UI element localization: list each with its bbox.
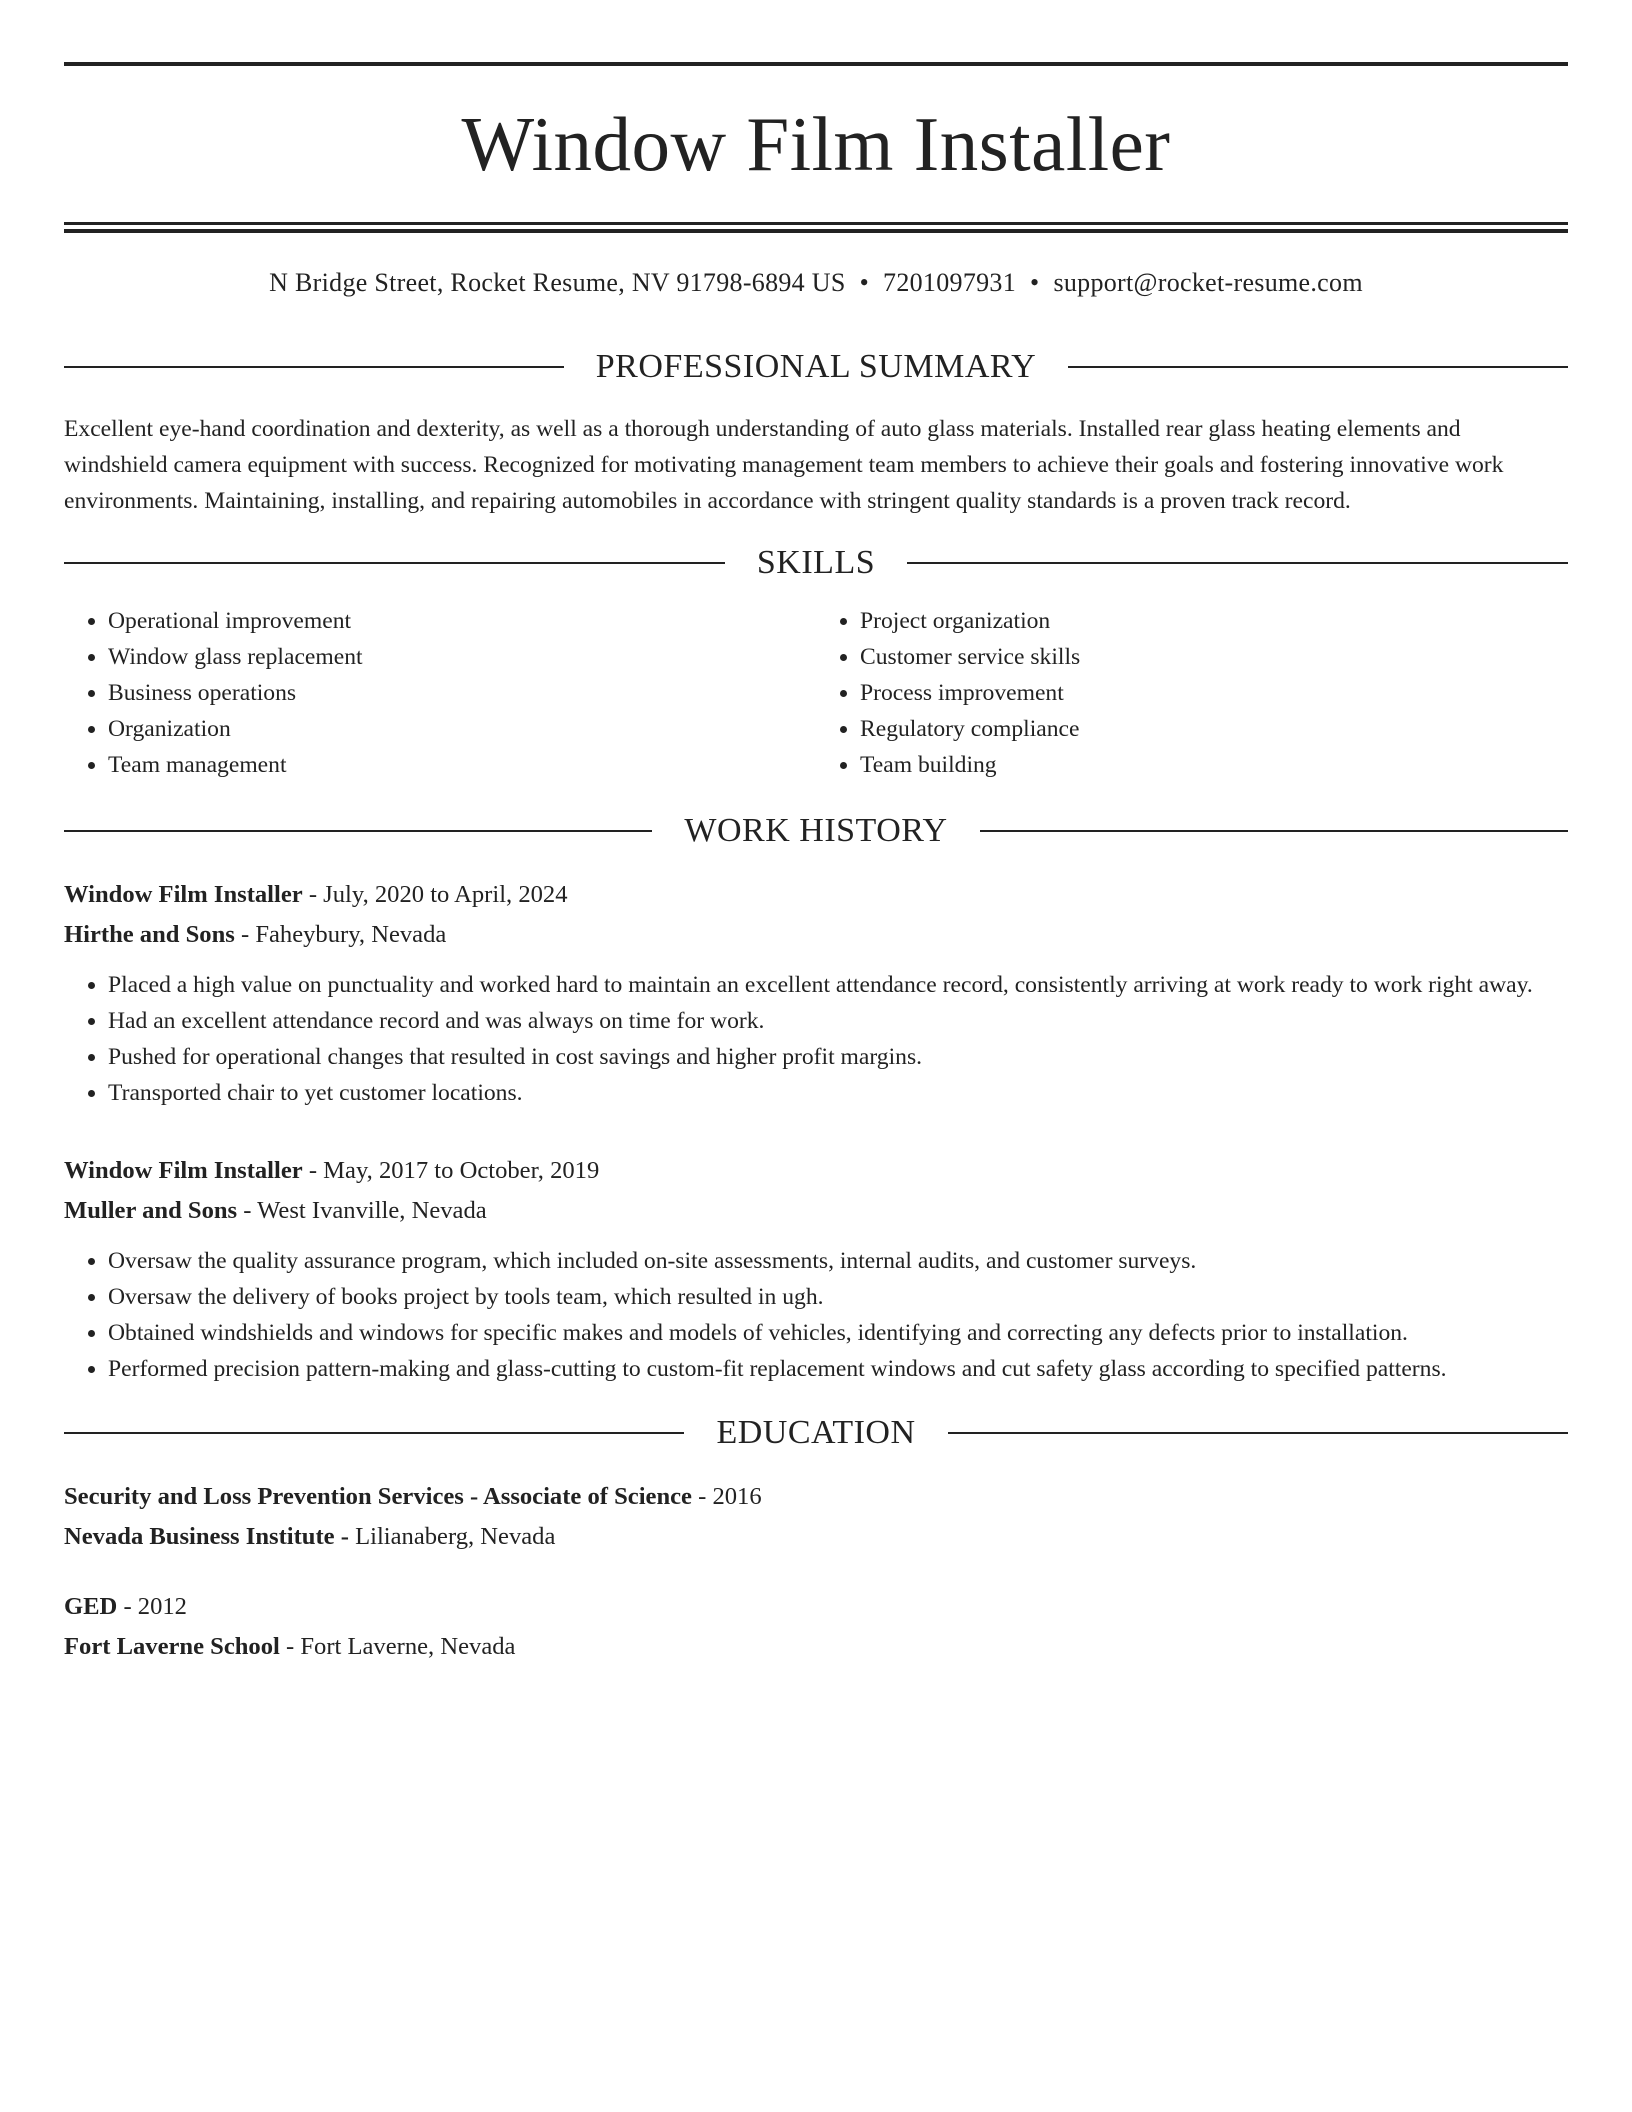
resume-name: Window Film Installer: [461, 101, 1171, 187]
contact-separator: •: [1030, 268, 1040, 297]
skill-item: • Regulatory compliance: [860, 711, 1568, 747]
education-degree: GED: [64, 1593, 118, 1620]
job-location: - West Ivanville, Nevada: [237, 1197, 487, 1224]
header-top-rule: [64, 62, 1568, 66]
skill-item: • Organization: [108, 711, 816, 747]
job-company-line: [64, 915, 1568, 955]
job-location: - Faheybury, Nevada: [234, 921, 447, 948]
section-title-education: EDUCATION: [716, 1414, 916, 1451]
job-bullet: • Transported chair to yet customer locations.: [108, 1075, 1568, 1111]
contact-address: N Bridge Street, Rocket Resume, NV 91798-6894 US: [269, 268, 846, 297]
contact-phone: 7201097931: [883, 268, 1017, 297]
section-rule-right: [948, 1432, 1568, 1434]
job-bullet: • Had an excellent attendance record and was always on time for work.: [108, 1003, 1568, 1039]
job-dates: - July, 2020 to April, 2024: [302, 881, 568, 908]
summary-text: Excellent eye-hand coordination and dexterity, as well as a thorough understanding of auto glass materials. Installed rear glass heating elements and windshield camera equipment with success. Recognized for motivating management team members to achieve their goals and fostering innovative work environments. Maintaining, installing, and repairing automobiles in accordance with stringent quality standards is a proven track record.: [64, 416, 1504, 514]
skill-item: • Window glass replacement: [108, 639, 816, 675]
job-title-line: [64, 875, 1568, 915]
education-entry: [64, 1477, 1568, 1557]
skill-item: • Process improvement: [860, 675, 1568, 711]
education-school-line: [64, 1517, 1568, 1557]
job-bullet: • Performed precision pattern-making and glass-cutting to custom-fit replacement windows and cut safety glass according to specified patterns.: [108, 1351, 1568, 1387]
section-title-skills: SKILLS: [756, 544, 876, 581]
education-school: [64, 1523, 349, 1550]
education-school-name: Fort Laverne School: [64, 1633, 280, 1660]
job-company: Hirthe and Sons: [64, 921, 235, 948]
skill-item: • Business operations: [108, 675, 816, 711]
education-degree-line: [64, 1587, 1568, 1627]
education-school-suffix: -: [334, 1523, 349, 1550]
education-school-name: Nevada Business Institute: [64, 1523, 335, 1550]
job-entry: [64, 875, 1568, 1111]
skill-item: • Customer service skills: [860, 639, 1568, 675]
skill-item: • Team building: [860, 747, 1568, 783]
job-title: Window Film Installer: [64, 1157, 303, 1184]
contact-line: [64, 265, 1568, 301]
job-dates: - May, 2017 to October, 2019: [302, 1157, 600, 1184]
education-degree: Security and Loss Prevention Services - Associate of Science: [64, 1483, 692, 1510]
education-year: - 2016: [691, 1483, 762, 1510]
job-bullets: [64, 967, 1568, 1111]
education-year: - 2012: [117, 1593, 187, 1620]
education-degree-line: [64, 1477, 1568, 1517]
skill-item: • Team management: [108, 747, 816, 783]
education-location: - Fort Laverne, Nevada: [279, 1633, 516, 1660]
education-school: [64, 1633, 280, 1660]
section-rule-left: [64, 830, 652, 832]
section-heading-education: [64, 1411, 1568, 1455]
section-title-work: WORK HISTORY: [684, 812, 948, 849]
education-location: Lilianaberg, Nevada: [348, 1523, 556, 1550]
education-school-line: [64, 1627, 1568, 1667]
section-rule-right: [907, 562, 1568, 564]
job-title: Window Film Installer: [64, 881, 303, 908]
section-heading-work: [64, 809, 1568, 853]
job-bullet: • Pushed for operational changes that resulted in cost savings and higher profit margins.: [108, 1039, 1568, 1075]
job-bullet: • Placed a high value on punctuality and worked hard to maintain an excellent attendance record, consistently arriving at work ready to work right away.: [108, 967, 1568, 1003]
contact-email: support@rocket-resume.com: [1053, 268, 1363, 297]
skill-item: • Project organization: [860, 603, 1568, 639]
job-entry: [64, 1151, 1568, 1387]
skill-item: • Operational improvement: [108, 603, 816, 639]
section-rule-left: [64, 562, 725, 564]
skills-column-left: [64, 603, 816, 783]
header-double-rule: [64, 222, 1568, 233]
section-heading-skills: [64, 541, 1568, 585]
job-bullet: • Oversaw the delivery of books project by tools team, which resulted in ugh.: [108, 1279, 1568, 1315]
section-rule-left: [64, 366, 564, 368]
job-bullet: • Obtained windshields and windows for specific makes and models of vehicles, identifying and correcting any defects prior to installation.: [108, 1315, 1568, 1351]
section-title-summary: PROFESSIONAL SUMMARY: [595, 348, 1037, 385]
section-rule-right: [980, 830, 1568, 832]
skills-list: [64, 603, 1568, 783]
job-title-line: [64, 1151, 1568, 1191]
contact-separator: •: [859, 268, 870, 297]
job-bullets: [64, 1243, 1568, 1387]
section-rule-left: [64, 1432, 684, 1434]
job-bullet: • Oversaw the quality assurance program, which included on-site assessments, internal audits, and customer surveys.: [108, 1243, 1568, 1279]
skills-column-right: [816, 603, 1568, 783]
education-entry: [64, 1587, 1568, 1667]
section-rule-right: [1068, 366, 1568, 368]
job-company-line: [64, 1191, 1568, 1231]
section-heading-summary: [64, 345, 1568, 389]
job-company: Muller and Sons: [64, 1197, 238, 1224]
